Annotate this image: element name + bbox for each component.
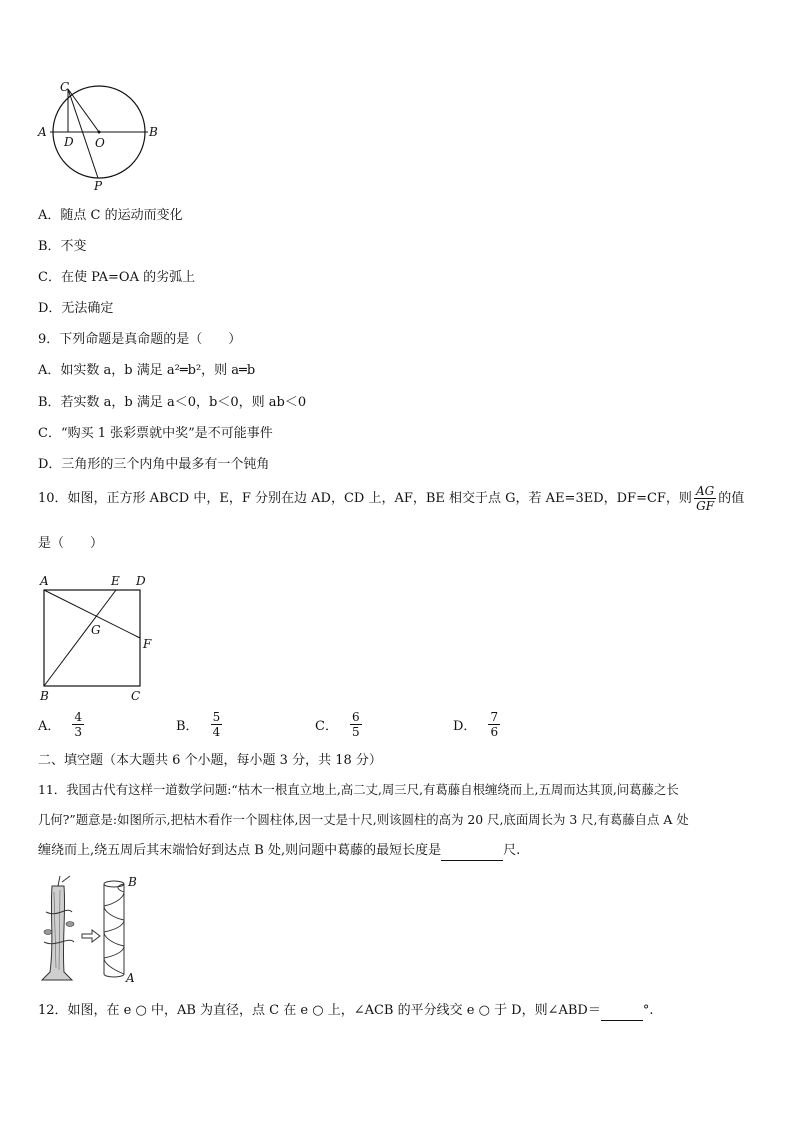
q9-option-d: D．三角形的三个内角中最多有一个钝角	[38, 457, 270, 472]
sq-label-C: C	[131, 689, 141, 703]
q10-option-c	[315, 710, 364, 739]
q10-stem-part2: 的值	[718, 490, 745, 506]
q12-text-part2: °.	[642, 1003, 654, 1018]
q11-line3-part2: 尺.	[503, 843, 521, 858]
q10-option-c-letter: C．	[315, 719, 338, 734]
label-O: O	[95, 136, 105, 150]
q10-option-d-letter: D．	[453, 719, 477, 734]
sq-label-B: B	[40, 689, 49, 703]
q9-option-a: A．如实数 a，b 满足 a²═b²，则 a═b	[38, 363, 256, 378]
q9-option-c: C．“购买 1 张彩票就中奖”是不可能事件	[38, 426, 273, 441]
q8-option-a: A．随点 C 的运动而变化	[38, 208, 183, 223]
q10-option-b	[176, 710, 224, 739]
sq-label-G: G	[91, 623, 101, 637]
sq-label-D: D	[136, 574, 146, 588]
label-C: C	[60, 80, 70, 94]
q11-tree-cylinder-figure	[38, 872, 148, 984]
q8-option-c: C．在使 PA=OA 的劣弧上	[38, 270, 196, 285]
q11-answer-blank[interactable]	[441, 842, 503, 861]
q12-text-part1: 12．如图，在 e ○ 中，AB 为直径，点 C 在 e ○ 上，∠ACB 的平分线交 e ○ 于 D，则∠ABD＝	[38, 1003, 601, 1018]
q12-line	[38, 1002, 654, 1021]
sq-label-E: E	[111, 574, 120, 588]
cyl-label-B: B	[128, 875, 137, 889]
q8-option-d: D．无法确定	[38, 301, 114, 316]
q10-option-c-den: 5	[351, 725, 360, 739]
q10-fraction-num: AG	[695, 484, 715, 498]
q10-option-b-den: 4	[212, 725, 221, 739]
q10-option-d	[453, 710, 502, 739]
q10-stem	[38, 484, 744, 513]
q10-option-a-num: 4	[74, 710, 83, 724]
sq-label-F: F	[143, 637, 152, 651]
q10-stem-part1: 10．如图，正方形 ABCD 中，E，F 分别在边 AD，CD 上，AF，BE 相交于点 G，若 AE=3ED，DF=CF，则	[38, 490, 692, 506]
q10-option-b-frac	[211, 710, 223, 739]
q10-stem-line2: 是（ ）	[38, 536, 104, 551]
label-B: B	[149, 125, 158, 139]
q10-option-d-den: 6	[490, 725, 499, 739]
label-D: D	[64, 135, 74, 149]
q11-line2: 几何?”题意是:如图所示,把枯木看作一个圆柱体,因一丈是十尺,则该圆柱的高为 20 尺,底面周长为 3 尺,有葛藤自点 A 处	[38, 812, 689, 827]
q11-line1: 11．我国古代有这样一道数学问题:“枯木一根直立地上,高二丈,周三尺,有葛藤自根缠绕而上,五周而达其顶,问葛藤之长	[38, 782, 679, 797]
q10-option-a-letter: A．	[38, 719, 61, 734]
cyl-label-A: A	[126, 971, 135, 984]
label-P: P	[94, 179, 103, 192]
q12-answer-blank[interactable]	[601, 1002, 643, 1021]
q10-fraction-den: GF	[696, 499, 715, 513]
q10-option-a-frac	[72, 710, 84, 739]
q9-option-b: B．若实数 a，b 满足 a＜0，b＜0，则 ab＜0	[38, 395, 307, 410]
q10-option-a-den: 3	[74, 725, 83, 739]
q10-option-d-frac	[488, 710, 500, 739]
q10-square-figure	[36, 572, 166, 704]
q11-line3-part1: 缠绕而上,绕五周后其末端恰好到达点 B 处,则问题中葛藤的最短长度是	[38, 843, 442, 858]
label-A: A	[38, 125, 47, 139]
q8-option-b: B．不变	[38, 239, 87, 254]
q10-option-b-letter: B．	[176, 719, 199, 734]
q10-option-d-num: 7	[490, 710, 499, 724]
q10-option-b-num: 5	[212, 710, 221, 724]
section2-heading: 二、填空题（本大题共 6 个小题，每小题 3 分，共 18 分）	[38, 753, 382, 768]
q10-option-c-frac	[350, 710, 362, 739]
q10-option-a	[38, 710, 86, 739]
q10-option-c-num: 6	[351, 710, 360, 724]
q9-stem: 9．下列命题是真命题的是（ ）	[38, 332, 242, 347]
q11-line3	[38, 842, 520, 861]
sq-label-A: A	[40, 574, 49, 588]
q10-fraction	[694, 484, 716, 513]
q8-circle-figure	[36, 80, 166, 192]
